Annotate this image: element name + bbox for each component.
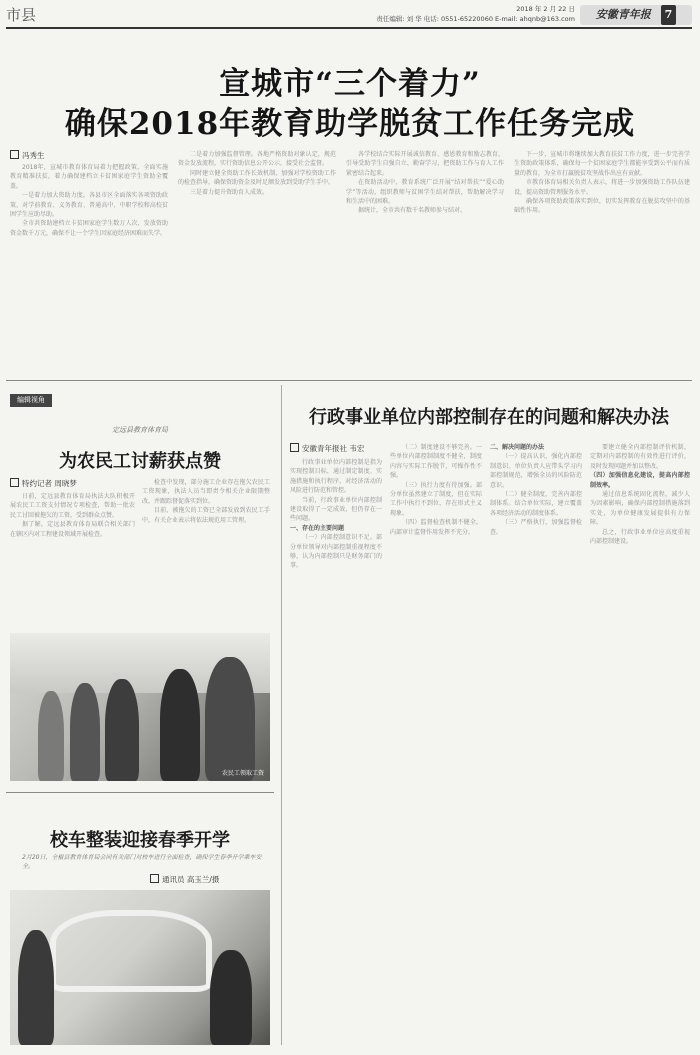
masthead-info — [315, 4, 575, 24]
section-divider — [6, 792, 274, 793]
column-rule — [281, 385, 282, 1045]
school-bus-byline-text: 通讯员 高玉兰/摄 — [162, 875, 220, 884]
person-figure — [18, 930, 54, 1045]
person-figure — [160, 669, 200, 781]
paragraph: （二）健全制度，完善内部控制体系。结合单位实际，建立覆盖各项经济活动的制度体系。 — [490, 491, 582, 517]
right-byline-text: 安徽青年报社 韦宏 — [302, 444, 365, 453]
paragraph: 当前，行政事业单位内部控制建设取得了一定成效，但仍存在一些问题。 — [290, 496, 382, 523]
section-label: 市县 — [6, 6, 37, 24]
paragraph: （一）提高认识，强化内部控制意识。单位负责人应带头学习内部控制规范，增强全员的风险防范意识。 — [490, 453, 582, 489]
paragraph: 据了解，定远县教育体育局联合相关部门在辖区内对工程建设领域开展检查。 — [10, 521, 135, 538]
paragraph: 要建立健全内部控制评价机制，定期对内部控制的有效性进行评价，及时发现问题并加以整改。 — [590, 444, 690, 470]
paragraph: 日前，定远县教育体育局执法大队积极开展农民工工资支付情况专项检查，帮助一批农民工讨回被拖欠的工资，受到群众点赞。 — [10, 493, 135, 519]
paragraph: （一）内部控制意识不足。部分单位领导对内部控制重视程度不够，认为内部控制只是财务部门的事。 — [290, 534, 382, 570]
paper-name — [580, 5, 692, 25]
right-column-2 — [390, 443, 482, 1045]
paragraph: 一是着力加大资助力度。各县市区全面落实各项资助政策，对学前教育、义务教育、普通高中、中职学校和高校贫困学生应助尽助。 — [10, 192, 168, 219]
right-byline — [290, 443, 364, 454]
paragraph: 据统计，全市共有数千名教师参与结对。 — [358, 207, 467, 215]
right-column-3 — [490, 443, 582, 1045]
right-column-1 — [290, 458, 382, 1045]
paragraph: 二是着力加强监督管理。各地严格资助对象认定，规范资金发放流程，实行资助信息公开公示，接受社会监督。 — [178, 151, 336, 168]
left-column-1 — [10, 492, 135, 627]
person-figure — [205, 657, 255, 781]
paragraph: 通过信息系统固化流程，减少人为因素影响，确保内部控制措施落到实处，为单位健康发展提供有力保障。 — [590, 491, 690, 527]
school-bus-headline: 校车整装迎接春季开学 — [50, 830, 230, 851]
paragraph: 行政事业单位内部控制是指为实现控制目标，通过制定制度、实施措施和执行程序，对经济活动的风险进行防范和管控。 — [290, 459, 382, 495]
paragraph: 三是着力提升资助育人成效。 — [190, 188, 269, 196]
paragraph: （三）严格执行，加强监督检查。 — [490, 519, 582, 536]
byline-box-icon — [290, 443, 299, 452]
paper-name-text: 安徽青年报 — [595, 8, 651, 21]
section-divider — [6, 380, 692, 381]
left-byline — [10, 478, 77, 489]
column-label: 编辑视角 — [10, 394, 52, 407]
person-figure — [210, 950, 252, 1045]
editor-contact: 责任编辑: 刘 华 电话: 0551-65220060 E-mail: ahqnb@163.com — [376, 15, 575, 23]
photo-caption: 农民工领取工资 — [221, 770, 264, 777]
paragraph: 目前，被拖欠的工资已全部发放到农民工手中，有关企业表示将依法规范用工管理。 — [142, 507, 270, 524]
left-byline-text: 特约记者 周晓梦 — [22, 479, 77, 488]
lead-headline-line1: 宣城市“三个着力” — [219, 66, 481, 102]
paragraph: 同时建立健全资助工作长效机制，加强对学校资助工作的检查指导，确保资助资金及时足额发放到受助学生手中。 — [178, 169, 336, 187]
bus-frame — [50, 910, 212, 992]
lead-column-4 — [514, 150, 690, 368]
paragraph: （四）监督检查机制不健全。内部审计监督作用发挥不充分。 — [390, 519, 482, 536]
subheading: 二、解决问题的办法 — [490, 444, 545, 451]
person-figure — [70, 683, 100, 781]
paragraph: 下一步，宣城市将继续加大教育扶贫工作力度，进一步完善学生资助政策体系，确保每一个贫困家庭学生都能享受到公平而有质量的教育，为全市打赢脱贫攻坚战作出应有贡献。 — [514, 151, 690, 177]
lead-headline-line2: 确保2018年教育助学脱贫工作任务完成 — [64, 106, 636, 142]
lead-column-3 — [346, 150, 504, 368]
paragraph: 各学校结合实际开展诚信教育、感恩教育和励志教育，引导受助学生自强自立、勤奋学习，把资助工作与育人工作紧密结合起来。 — [346, 151, 504, 177]
right-column-4 — [590, 443, 690, 1045]
person-figure — [105, 679, 139, 781]
school-bus-byline — [150, 874, 219, 885]
subheading: （四）加强信息化建设，提高内部控制效率。 — [590, 472, 690, 489]
person-figure — [38, 691, 64, 781]
left-headline: 为农民工讨薪获点赞 — [59, 451, 221, 472]
school-bus-summary: 2月20日，全椒县教育体育局会同有关部门对校车进行全面检查，确保学生春季开学乘车安全。 — [22, 854, 262, 870]
page-number: 7 — [661, 5, 677, 25]
lead-column-2 — [178, 150, 336, 368]
paragraph: 在资助活动中，教育系统广泛开展“结对帮扶”“爱心助学”等活动，组织教师与贫困学生结对帮扶，帮助解决学习和生活中的困难。 — [346, 179, 504, 206]
paragraph: （三）执行力度有待加强。部分单位虽然建立了制度，但在实际工作中执行不到位，存在形式主义现象。 — [390, 481, 482, 517]
paragraph: （二）制度建设不够完善。一些单位内部控制制度不健全，制度内容与实际工作脱节，可操作性不强。 — [390, 444, 482, 480]
paragraph: 市教育体育局相关负责人表示，将进一步加强资助工作队伍建设，提高资助管理服务水平。 — [514, 179, 690, 196]
lead-byline — [10, 150, 45, 161]
lead-byline-text: 冯秀生 — [22, 151, 45, 160]
byline-box-icon — [10, 478, 19, 487]
workers-photo — [10, 633, 270, 781]
paragraph: 2018年，宣城市教育体育局着力把握政策，全面实施教育精准扶贫，着力确保建档立卡贫困家庭学生资助全覆盖。 — [10, 164, 168, 190]
issue-date: 2018 年 2 月 22 日 — [516, 5, 575, 13]
paragraph: 确保各项资助政策落实到位，切实发挥教育在脱贫攻坚中的基础性作用。 — [514, 198, 690, 215]
right-headline: 行政事业单位内部控制存在的问题和解决办法 — [309, 407, 669, 428]
paragraph: 检查中发现，部分施工企业存在拖欠农民工工资现象，执法人员当即责令相关企业限期整改，并跟踪督促落实到位。 — [142, 479, 270, 505]
header-rule — [6, 27, 692, 29]
paragraph: 全市共资助建档立卡贫困家庭学生数万人次，发放资助资金数千万元，确保不让一个学生因家庭经济困难而失学。 — [10, 220, 168, 237]
byline-box-icon — [10, 150, 19, 159]
left-kicker: 定远县教育体育局 — [112, 426, 168, 434]
lead-column-1 — [10, 163, 168, 368]
byline-box-icon — [150, 874, 159, 883]
subheading: 一、存在的主要问题 — [290, 524, 345, 532]
school-bus-photo — [10, 890, 270, 1045]
paragraph: 总之，行政事业单位应高度重视内部控制建设。 — [590, 528, 690, 546]
left-column-2 — [142, 478, 270, 627]
